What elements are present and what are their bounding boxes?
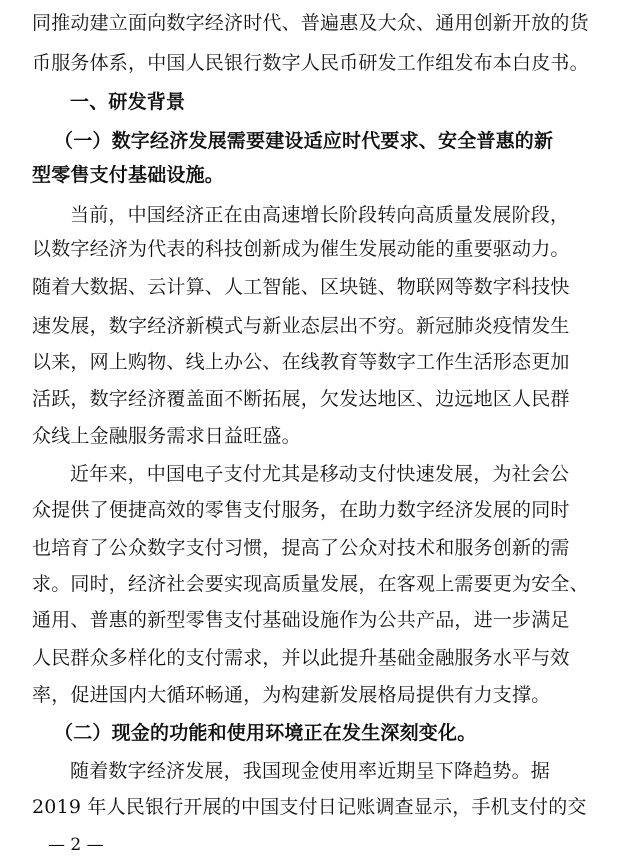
text-line: 以来，网上购物、线上办公、在线教育等数字工作生活形态更加	[32, 351, 570, 373]
text-line: 也培育了公众数字支付习惯，提高了公众对技术和服务创新的需	[32, 537, 570, 559]
text-line: 率，促进国内大循环畅通，为构建新发展格局提供有力支撑。	[32, 684, 551, 706]
text-line: 活跃，数字经济覆盖面不断拓展，欠发达地区、边远地区人民群	[32, 388, 570, 410]
text-line: 同推动建立面向数字经济时代、普遍惠及大众、通用创新开放的货	[32, 12, 589, 34]
text-line: 众提供了便捷高效的零售支付服务，在助力数字经济发展的同时	[32, 499, 570, 521]
subsection-heading-continued: 型零售支付基础设施。	[32, 164, 225, 186]
paragraph-first-line: 当前，中国经济正在由高速增长阶段转向高质量发展阶段，	[70, 204, 570, 226]
paragraph-first-line: 随着数字经济发展，我国现金使用率近期呈下降趋势。据	[70, 760, 551, 782]
text-line: 币服务体系，中国人民银行数字人民币研发工作组发布本白皮书。	[32, 52, 589, 74]
subsection-heading: （二）现金的功能和使用环境正在发生深刻变化。	[54, 722, 477, 744]
text-line: 人民群众多样化的支付需求，并以此提升基础金融服务水平与效	[32, 647, 570, 669]
page-number: — 2 —	[48, 835, 104, 855]
text-line: 通用、普惠的新型零售支付基础设施作为公共产品，进一步满足	[32, 609, 570, 631]
text-line: 求。同时，经济社会要实现高质量发展，在客观上需要更为安全、	[32, 573, 589, 595]
section-heading: 一、研发背景	[70, 91, 186, 113]
text-line: 速发展，数字经济新模式与新业态层出不穷。新冠肺炎疫情发生	[32, 315, 570, 337]
paragraph-first-line: 近年来，中国电子支付尤其是移动支付快速发展，为社会公	[70, 463, 570, 485]
text-line: 以数字经济为代表的科技创新成为催生发展动能的重要驱动力。	[32, 238, 570, 260]
text-line: 随着大数据、云计算、人工智能、区块链、物联网等数字科技快	[32, 276, 570, 298]
text-line: 众线上金融服务需求日益旺盛。	[32, 425, 301, 447]
subsection-heading: （一）数字经济发展需要建设适应时代要求、安全普惠的新	[54, 130, 554, 152]
text-line: 2019 年人民银行开展的中国支付日记账调查显示，手机支付的交	[32, 796, 587, 818]
